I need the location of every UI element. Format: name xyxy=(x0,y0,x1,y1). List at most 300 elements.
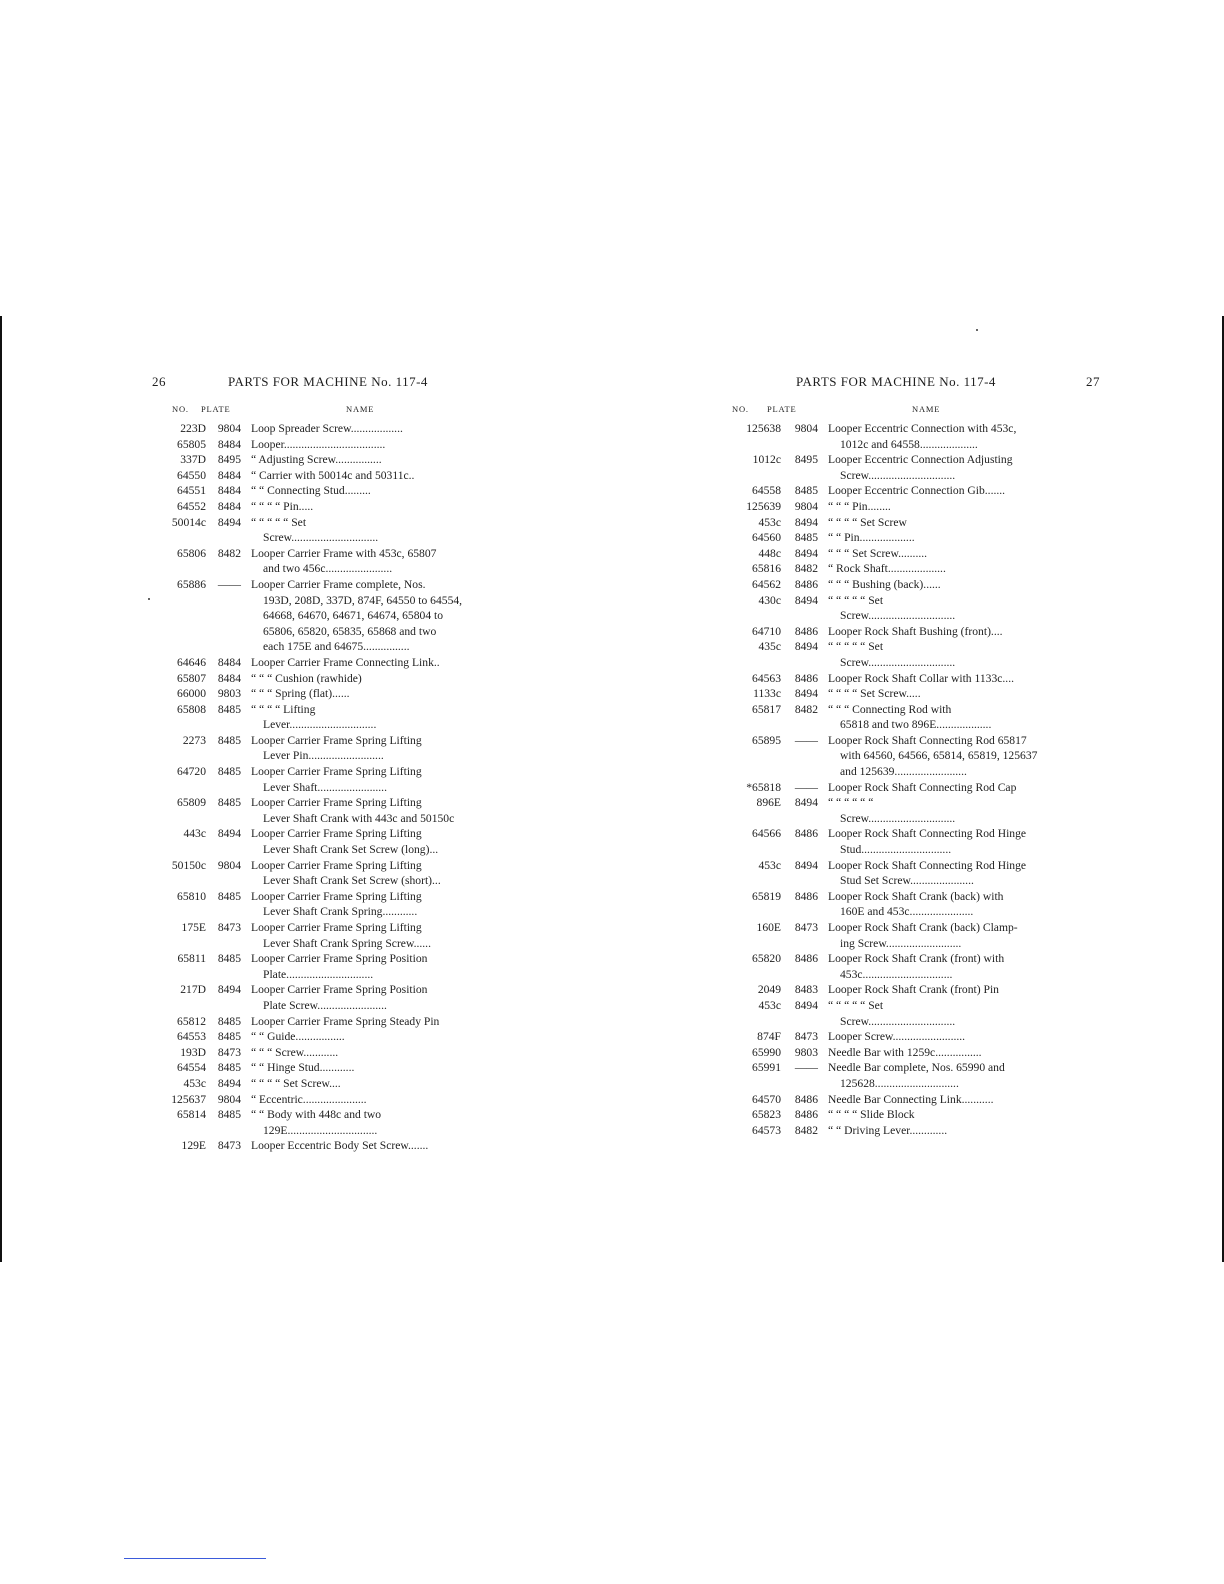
part-row xyxy=(728,577,1074,593)
plate-number: 8486 xyxy=(794,577,818,591)
part-number: 160E xyxy=(756,921,781,934)
part-number xyxy=(150,967,206,983)
part-name: ing Screw.......................... xyxy=(840,936,962,950)
plate-number: 8473 xyxy=(217,1139,241,1153)
part-row xyxy=(728,1092,1074,1108)
part-row xyxy=(150,811,486,827)
plate-number: 8485 xyxy=(794,531,818,545)
part-row xyxy=(150,936,486,952)
part-name: “ Adjusting Screw................ xyxy=(251,453,382,467)
part-row xyxy=(728,686,1074,702)
part-row xyxy=(150,1029,486,1045)
part-number: 64573 xyxy=(752,1123,781,1137)
part-name: “ “ Driving Lever............. xyxy=(828,1123,948,1137)
part-row xyxy=(150,671,486,687)
part-row xyxy=(150,889,486,905)
plate-number: 8485 xyxy=(217,1108,241,1122)
plate-number: 9804 xyxy=(217,858,241,872)
part-row xyxy=(150,639,486,655)
part-number xyxy=(728,811,781,827)
part-row xyxy=(728,1123,1074,1139)
part-name: Lever Shaft........................ xyxy=(263,780,387,794)
part-number: 2273 xyxy=(182,733,206,747)
part-row xyxy=(150,717,486,733)
part-name: “ “ “ “ Set Screw..... xyxy=(828,687,921,701)
part-number xyxy=(150,780,206,796)
part-name: Looper Carrier Frame Spring Position xyxy=(251,952,428,966)
part-number: 430c xyxy=(758,593,781,607)
part-number: 64646 xyxy=(177,655,206,669)
part-number: 64558 xyxy=(752,484,781,498)
part-number: 64553 xyxy=(177,1030,206,1044)
part-name: “ Rock Shaft.................... xyxy=(828,562,946,576)
part-row xyxy=(150,795,486,811)
part-name: “ “ “ “ “ Set xyxy=(828,593,884,607)
part-name: “ Eccentric...................... xyxy=(251,1092,367,1106)
plate-number: 8485 xyxy=(217,889,241,903)
part-number: 65811 xyxy=(177,952,206,966)
part-number xyxy=(150,998,206,1014)
plate-number: 9804 xyxy=(794,422,818,435)
plate-number: 8485 xyxy=(217,952,241,966)
header-no: NO. xyxy=(732,404,749,414)
part-name: Lever Pin.......................... xyxy=(263,749,384,763)
part-number: 65809 xyxy=(177,796,206,810)
part-name: 1012c and 64558.................... xyxy=(840,437,978,451)
part-row xyxy=(728,873,1074,889)
part-number: 65807 xyxy=(177,671,206,685)
part-name: “ “ “ “ Pin..... xyxy=(251,499,314,513)
plate-number: 8484 xyxy=(217,468,241,482)
part-row xyxy=(728,764,1074,780)
plate-number: 8494 xyxy=(794,593,818,607)
part-number: 1133c xyxy=(753,687,781,701)
part-number xyxy=(728,842,781,858)
part-row xyxy=(728,842,1074,858)
part-name: “ “ “ “ Slide Block xyxy=(828,1108,915,1122)
part-number: 453c xyxy=(183,1076,206,1090)
part-name: “ “ Guide................. xyxy=(251,1030,345,1044)
part-name: “ “ Pin................... xyxy=(828,531,915,545)
part-row xyxy=(728,780,1074,796)
part-name: Plate.............................. xyxy=(263,967,374,981)
part-number: 64720 xyxy=(177,765,206,779)
part-number: 223D xyxy=(180,422,206,435)
part-number: 125639 xyxy=(746,499,781,513)
part-name: Looper Eccentric Connection with 453c, xyxy=(828,422,1017,435)
part-row xyxy=(150,1123,486,1139)
part-name: Looper Rock Shaft Crank (front) Pin xyxy=(828,983,999,997)
plate-number xyxy=(206,593,241,609)
part-row xyxy=(728,421,1074,437)
plate-number xyxy=(781,842,818,858)
part-row xyxy=(150,515,486,531)
part-number: *65818 xyxy=(746,780,781,794)
header-plate: PLATE xyxy=(201,404,231,414)
part-number: 453c xyxy=(758,515,781,529)
part-number: 448c xyxy=(758,546,781,560)
plate-number xyxy=(781,717,818,733)
part-name: Looper Carrier Frame with 453c, 65807 xyxy=(251,546,437,560)
part-row xyxy=(150,967,486,983)
plate-number: 8485 xyxy=(217,702,241,716)
part-name: Looper Carrier Frame Spring Lifting xyxy=(251,796,422,810)
part-name: Loop Spreader Screw.................. xyxy=(251,422,403,435)
part-number: 65812 xyxy=(177,1014,206,1028)
part-row xyxy=(150,1107,486,1123)
part-name: Screw.............................. xyxy=(840,468,956,482)
part-row xyxy=(728,1014,1074,1030)
running-head xyxy=(728,374,1100,394)
part-row xyxy=(150,1076,486,1092)
part-name: 65806, 65820, 65835, 65868 and two xyxy=(263,624,437,638)
plate-number xyxy=(206,873,241,889)
part-number xyxy=(150,873,206,889)
plate-number xyxy=(781,608,818,624)
part-number xyxy=(728,608,781,624)
plate-number xyxy=(206,842,241,858)
part-name: “ “ “ Cushion (rawhide) xyxy=(251,671,362,685)
part-row xyxy=(728,468,1074,484)
part-name: Plate Screw........................ xyxy=(263,998,387,1012)
part-row xyxy=(728,748,1074,764)
part-row xyxy=(728,624,1074,640)
part-number xyxy=(728,1014,781,1030)
plate-number: 8485 xyxy=(217,733,241,747)
part-number: 65990 xyxy=(752,1045,781,1059)
part-name: Looper Carrier Frame Spring Lifting xyxy=(251,765,422,779)
header-name: NAME xyxy=(346,404,375,414)
part-name: Lever Shaft Crank Set Screw (long)... xyxy=(263,843,439,857)
part-name: Needle Bar Connecting Link........... xyxy=(828,1092,994,1106)
part-row xyxy=(728,561,1074,577)
part-number: 1012c xyxy=(752,453,781,467)
plate-number: 8494 xyxy=(794,998,818,1012)
part-number xyxy=(150,530,206,546)
part-name: “ “ “ “ “ Set xyxy=(251,515,307,529)
page-title: PARTS FOR MACHINE No. 117-4 xyxy=(796,374,996,389)
plate-number: 8494 xyxy=(794,858,818,872)
part-number: 337D xyxy=(180,453,206,467)
part-name: Looper Rock Shaft Connecting Rod Cap xyxy=(828,780,1017,794)
part-name: Looper Rock Shaft Crank (back) with xyxy=(828,889,1004,903)
plate-number: 8473 xyxy=(794,1030,818,1044)
plate-number: 8495 xyxy=(794,453,818,467)
part-row xyxy=(728,593,1074,609)
plate-number xyxy=(206,811,241,827)
part-name: Looper Carrier Frame Spring Steady Pin xyxy=(251,1014,440,1028)
part-name: “ “ “ Pin........ xyxy=(828,499,891,513)
part-row xyxy=(728,904,1074,920)
plate-number xyxy=(206,904,241,920)
part-name: Looper Rock Shaft Collar with 1133c.... xyxy=(828,671,1015,685)
part-row xyxy=(150,499,486,515)
part-row xyxy=(150,826,486,842)
part-number: 66000 xyxy=(177,687,206,701)
part-name: Looper Carrier Frame complete, Nos. xyxy=(251,577,426,591)
plate-number: 8482 xyxy=(794,702,818,716)
part-name: Needle Bar with 1259c................ xyxy=(828,1045,982,1059)
plate-number: 8494 xyxy=(217,1076,241,1090)
part-number xyxy=(728,1076,781,1092)
part-row xyxy=(728,530,1074,546)
part-number: 129E xyxy=(181,1139,206,1153)
part-number: 50014c xyxy=(171,515,206,529)
part-row xyxy=(728,483,1074,499)
part-name: Looper Eccentric Body Set Screw....... xyxy=(251,1139,429,1153)
part-name: each 175E and 64675................ xyxy=(263,640,410,654)
plate-number: 8485 xyxy=(794,484,818,498)
part-row xyxy=(150,530,486,546)
part-number xyxy=(150,811,206,827)
part-number xyxy=(728,873,781,889)
part-name: Lever Shaft Crank Spring Screw...... xyxy=(263,936,431,950)
part-name: “ “ “ Bushing (back)...... xyxy=(828,577,941,591)
part-name: 65818 and two 896E................... xyxy=(840,718,992,732)
part-number xyxy=(728,468,781,484)
part-number xyxy=(150,842,206,858)
plate-number: 9804 xyxy=(794,499,818,513)
part-row xyxy=(728,717,1074,733)
part-number: 64551 xyxy=(177,484,206,498)
plate-number: 8495 xyxy=(217,453,241,467)
part-name: “ Carrier with 50014c and 50311c.. xyxy=(251,468,415,482)
part-number: 443c xyxy=(183,827,206,841)
part-row xyxy=(150,780,486,796)
part-name: Screw.............................. xyxy=(840,811,956,825)
part-row xyxy=(728,515,1074,531)
part-name: Screw.............................. xyxy=(840,655,956,669)
part-number: 65991 xyxy=(752,1061,781,1075)
part-name: “ “ “ “ Set Screw xyxy=(828,515,907,529)
part-number: 65806 xyxy=(177,546,206,560)
part-name: 453c............................... xyxy=(840,967,953,981)
part-name: with 64560, 64566, 65814, 65819, 125637 xyxy=(840,749,1038,763)
plate-number xyxy=(206,780,241,796)
part-number: 64562 xyxy=(752,577,781,591)
part-row xyxy=(150,904,486,920)
plate-number xyxy=(206,608,241,624)
part-number xyxy=(728,437,781,453)
plate-number: 8482 xyxy=(217,546,241,560)
part-row xyxy=(728,608,1074,624)
part-row xyxy=(728,998,1074,1014)
part-name: “ “ “ Screw............ xyxy=(251,1045,339,1059)
plate-number xyxy=(781,811,818,827)
part-row xyxy=(150,873,486,889)
part-row xyxy=(150,733,486,749)
part-name: 125628............................. xyxy=(840,1076,959,1090)
part-number xyxy=(728,717,781,733)
part-row xyxy=(728,826,1074,842)
part-number xyxy=(150,904,206,920)
part-name: Looper Carrier Frame Spring Lifting xyxy=(251,858,422,872)
part-name: Screw.............................. xyxy=(840,1014,956,1028)
plate-number: 8484 xyxy=(217,671,241,685)
scan-speck xyxy=(976,329,978,331)
part-row xyxy=(728,811,1074,827)
plate-number: 8494 xyxy=(217,515,241,529)
part-name: Looper Carrier Frame Spring Lifting xyxy=(251,827,422,841)
plate-number xyxy=(206,967,241,983)
footer-link-underline xyxy=(124,1558,266,1559)
page-number: 26 xyxy=(152,374,166,389)
plate-number xyxy=(206,717,241,733)
plate-number: 8473 xyxy=(794,921,818,934)
plate-number xyxy=(206,936,241,952)
page-number: 27 xyxy=(1086,374,1100,389)
part-row xyxy=(150,686,486,702)
plate-number: 9804 xyxy=(217,422,241,435)
part-number: 65816 xyxy=(752,562,781,576)
plate-number: 8484 xyxy=(217,499,241,513)
part-number: 65817 xyxy=(752,702,781,716)
plate-number: 8484 xyxy=(217,437,241,451)
part-row xyxy=(728,936,1074,952)
part-number: 874F xyxy=(757,1030,781,1044)
part-name: “ “ Connecting Stud......... xyxy=(251,484,371,498)
part-number xyxy=(728,655,781,671)
part-row xyxy=(728,437,1074,453)
part-number: 453c xyxy=(758,998,781,1012)
part-number xyxy=(150,1123,206,1139)
part-row xyxy=(728,982,1074,998)
plate-number: 9803 xyxy=(217,687,241,701)
part-row xyxy=(728,920,1074,936)
part-number: 217D xyxy=(180,983,206,997)
part-number: 65810 xyxy=(177,889,206,903)
part-number: 64552 xyxy=(177,499,206,513)
part-name: Looper Rock Shaft Connecting Rod 65817 xyxy=(828,733,1027,747)
plate-number xyxy=(781,1014,818,1030)
part-row xyxy=(150,593,486,609)
part-number xyxy=(150,936,206,952)
plate-number: 8486 xyxy=(794,1092,818,1106)
plate-number: 8482 xyxy=(794,1123,818,1137)
part-row xyxy=(728,452,1074,468)
part-row xyxy=(150,608,486,624)
plate-number: 8485 xyxy=(217,796,241,810)
part-number xyxy=(728,967,781,983)
part-number xyxy=(728,748,781,764)
part-number: 2049 xyxy=(757,983,781,997)
part-row xyxy=(150,842,486,858)
plate-number xyxy=(781,873,818,889)
part-number: 64550 xyxy=(177,468,206,482)
part-row xyxy=(150,483,486,499)
running-head xyxy=(150,374,486,394)
plate-number: —— xyxy=(794,780,818,794)
part-number: 50150c xyxy=(171,858,206,872)
part-number: 64563 xyxy=(752,671,781,685)
part-row xyxy=(728,1107,1074,1123)
part-name: “ “ Body with 448c and two xyxy=(251,1108,382,1122)
part-row xyxy=(150,421,486,437)
part-name: “ “ “ “ Set Screw.... xyxy=(251,1076,341,1090)
plate-number: 8482 xyxy=(794,562,818,576)
part-number xyxy=(150,624,206,640)
plate-number: 8485 xyxy=(217,1014,241,1028)
part-name: Needle Bar complete, Nos. 65990 and xyxy=(828,1061,1005,1075)
part-name: “ “ “ “ “ Set xyxy=(828,998,884,1012)
part-number: 435c xyxy=(758,640,781,654)
plate-number: 8494 xyxy=(794,796,818,810)
plate-number xyxy=(781,437,818,453)
plate-number: 8494 xyxy=(217,983,241,997)
part-name: Looper Rock Shaft Bushing (front).... xyxy=(828,624,1003,638)
part-number xyxy=(150,717,206,733)
part-name: “ “ “ “ Lifting xyxy=(251,702,316,716)
part-number xyxy=(728,936,781,952)
part-row xyxy=(150,437,486,453)
part-number xyxy=(150,639,206,655)
part-row xyxy=(150,1138,486,1154)
part-row xyxy=(728,733,1074,749)
part-row xyxy=(150,702,486,718)
page-title: PARTS FOR MACHINE No. 117-4 xyxy=(228,374,428,389)
part-number xyxy=(150,561,206,577)
plate-number xyxy=(781,655,818,671)
plate-number xyxy=(781,764,818,780)
part-name: Looper Rock Shaft Crank (back) Clamp- xyxy=(828,921,1018,934)
part-row xyxy=(150,655,486,671)
part-row xyxy=(728,889,1074,905)
part-number: 65808 xyxy=(177,702,206,716)
part-row xyxy=(150,1092,486,1108)
part-number: 65819 xyxy=(752,889,781,903)
plate-number: 8485 xyxy=(217,1030,241,1044)
part-name: Looper Carrier Frame Connecting Link.. xyxy=(251,655,440,669)
part-row xyxy=(728,858,1074,874)
part-row xyxy=(728,795,1074,811)
plate-number: 8484 xyxy=(217,655,241,669)
part-number xyxy=(728,904,781,920)
part-row xyxy=(150,998,486,1014)
part-number: 64566 xyxy=(752,827,781,841)
part-row xyxy=(728,967,1074,983)
plate-number: 8494 xyxy=(794,546,818,560)
part-number: 65895 xyxy=(752,733,781,747)
part-name: and 125639......................... xyxy=(840,765,967,779)
part-number: 125637 xyxy=(171,1092,206,1106)
parts-list xyxy=(150,421,486,1154)
part-name: Lever Shaft Crank with 443c and 50150c xyxy=(263,811,455,825)
plate-number xyxy=(206,1123,241,1139)
part-name: Looper................................... xyxy=(251,437,386,451)
plate-number: 8486 xyxy=(794,671,818,685)
plate-number: —— xyxy=(794,1061,818,1075)
part-name: Looper Carrier Frame Spring Lifting xyxy=(251,889,422,903)
part-row xyxy=(728,499,1074,515)
header-name: NAME xyxy=(912,404,941,414)
plate-number xyxy=(781,904,818,920)
plate-number: 8486 xyxy=(794,1108,818,1122)
part-number: 64560 xyxy=(752,531,781,545)
part-number xyxy=(150,608,206,624)
part-row xyxy=(150,1045,486,1061)
plate-number: 9804 xyxy=(217,1092,241,1106)
part-number: 65820 xyxy=(752,952,781,966)
part-name: “ “ Hinge Stud............ xyxy=(251,1061,355,1075)
plate-number: 8484 xyxy=(217,484,241,498)
part-number xyxy=(728,764,781,780)
part-name: Looper Carrier Frame Spring Lifting xyxy=(251,921,422,934)
plate-number: 8485 xyxy=(217,1061,241,1075)
part-row xyxy=(150,1014,486,1030)
part-row xyxy=(728,1045,1074,1061)
plate-number xyxy=(206,530,241,546)
part-name: Stud Set Screw...................... xyxy=(840,874,974,888)
